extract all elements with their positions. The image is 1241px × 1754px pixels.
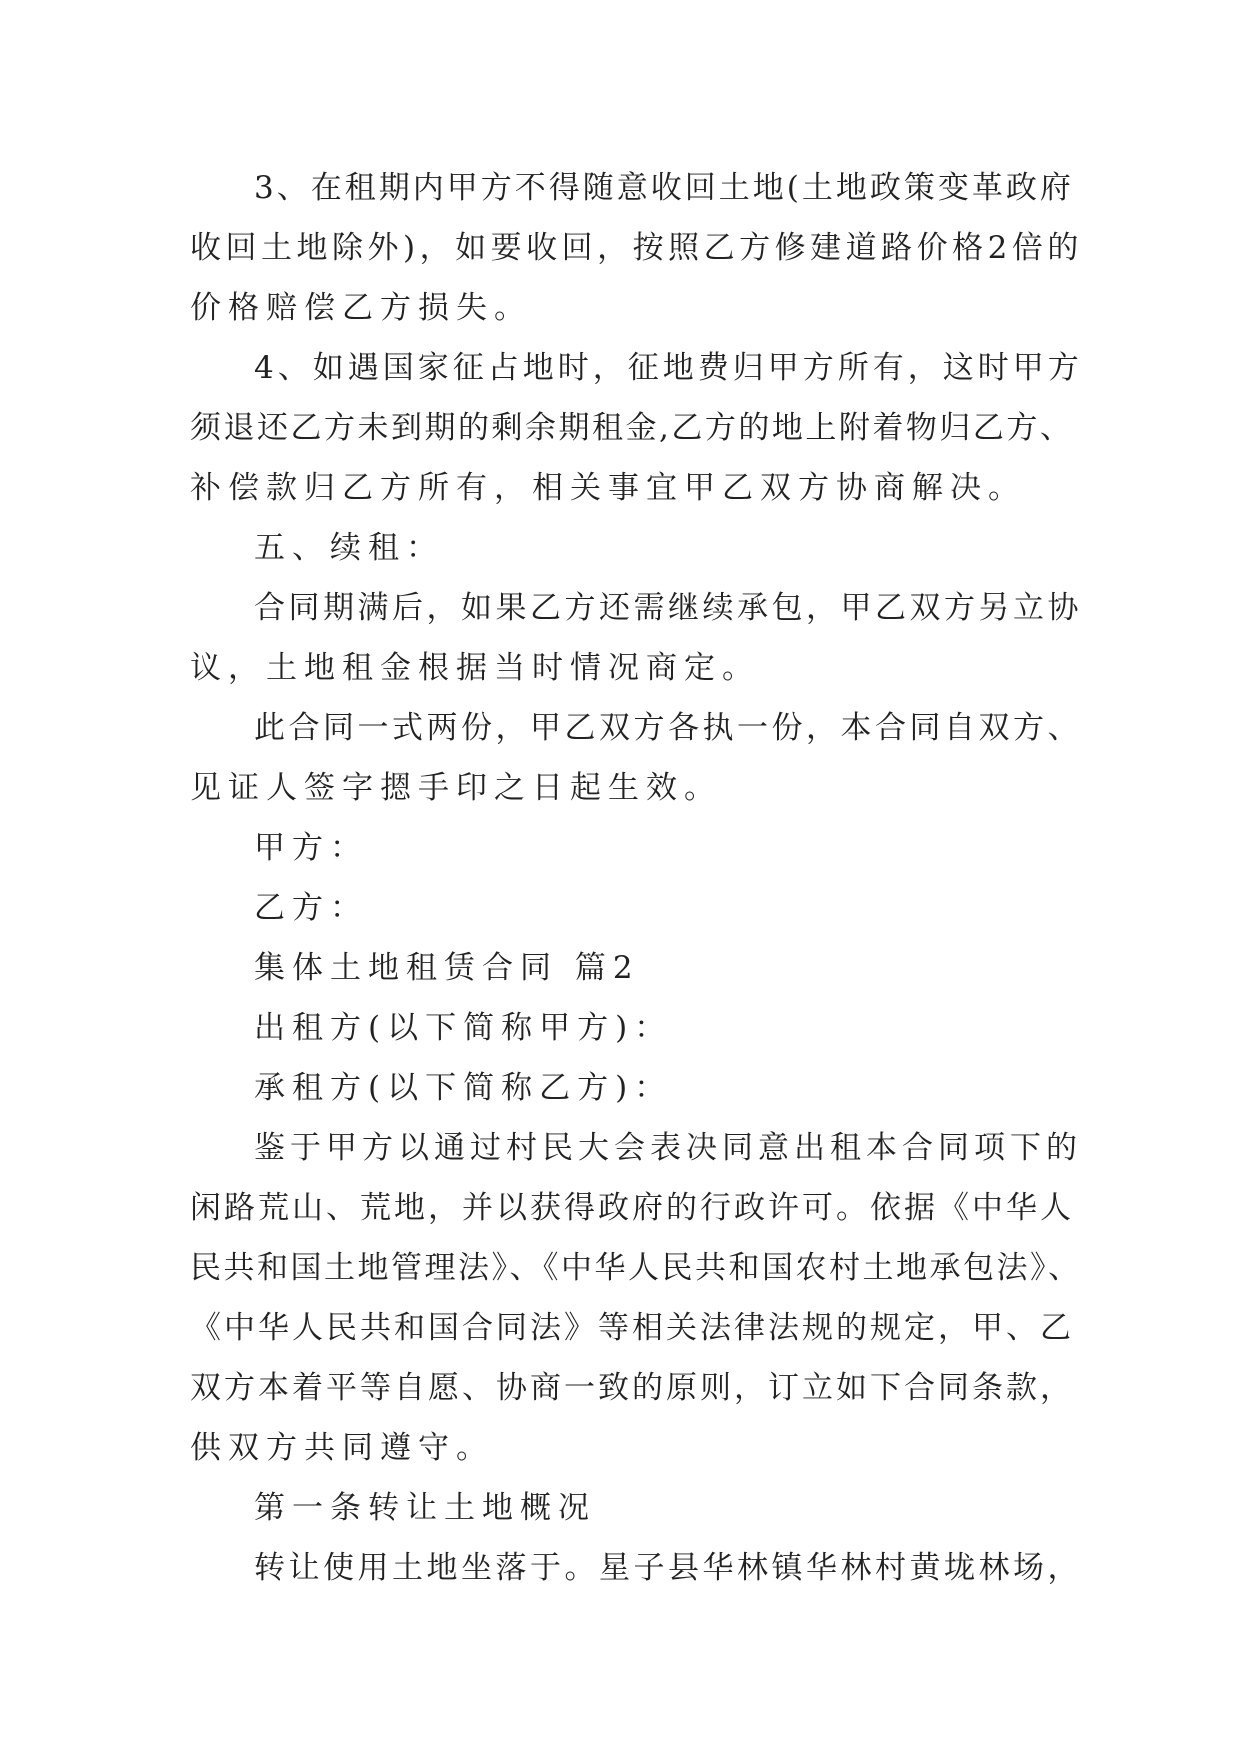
contract-2-title: 集体土地租赁合同 篇2 bbox=[254, 950, 640, 986]
paragraph-3-line-2: 收回土地除外)，如要收回，按照乙方修建道路价格2倍的 bbox=[190, 230, 1083, 266]
preamble-line-3: 民共和国土地管理法》、《中华人民共和国农村土地承包法》、 bbox=[190, 1250, 1082, 1286]
preamble-line-2: 闲路荒山、荒地，并以获得政府的行政许可。依据《中华人 bbox=[190, 1190, 1074, 1226]
copies-line-2: 见证人签字摁手印之日起生效。 bbox=[190, 770, 722, 806]
party-a-signature-label: 甲方： bbox=[254, 830, 368, 866]
renewal-line-1: 合同期满后，如果乙方还需继续承包，甲乙双方另立协 bbox=[254, 590, 1082, 626]
renewal-line-2: 议，土地租金根据当时情况商定。 bbox=[190, 650, 760, 686]
copies-line-1: 此合同一式两份，甲乙双方各执一份，本合同自双方、 bbox=[254, 710, 1082, 746]
section-heading-renewal: 五、续租： bbox=[254, 530, 444, 566]
lessee-label: 承租方(以下简称乙方)： bbox=[254, 1070, 673, 1106]
paragraph-4-line-3: 补偿款归乙方所有，相关事宜甲乙双方协商解决。 bbox=[190, 470, 1026, 506]
article-1-line-1: 转让使用土地坐落于。星子县华林镇华林村黄垅林场， bbox=[254, 1550, 1082, 1586]
preamble-line-4: 《中华人民共和国合同法》等相关法律法规的规定，甲、乙 bbox=[190, 1310, 1074, 1346]
lessor-label: 出租方(以下简称甲方)： bbox=[254, 1010, 673, 1046]
paragraph-4-line-1: 4、如遇国家征占地时，征地费归甲方所有，这时甲方 bbox=[254, 350, 1083, 386]
paragraph-4-line-2: 须退还乙方未到期的剩余期租金,乙方的地上附着物归乙方、 bbox=[190, 410, 1074, 446]
preamble-line-5: 双方本着平等自愿、协商一致的原则，订立如下合同条款， bbox=[190, 1370, 1074, 1406]
paragraph-3-line-3: 价格赔偿乙方损失。 bbox=[190, 290, 532, 326]
article-1-heading: 第一条转让土地概况 bbox=[254, 1490, 596, 1526]
paragraph-3-line-1: 3、在租期内甲方不得随意收回土地(土地政策变革政府 bbox=[254, 170, 1074, 206]
preamble-line-1: 鉴于甲方以通过村民大会表决同意出租本合同项下的 bbox=[254, 1130, 1082, 1166]
party-b-signature-label: 乙方： bbox=[254, 890, 368, 926]
preamble-line-6: 供双方共同遵守。 bbox=[190, 1430, 494, 1466]
